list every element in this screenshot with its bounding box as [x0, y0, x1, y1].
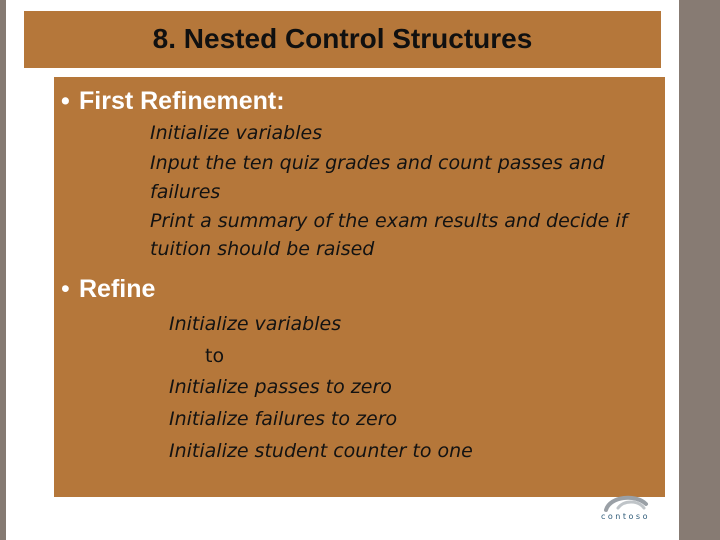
- left-edge-bar: [0, 0, 6, 540]
- bullet-label: Refine: [79, 275, 156, 303]
- refinement-line: Print a summary of the exam results and decide if: [150, 210, 628, 232]
- refinement-line: Input the ten quiz grades and count passes and: [150, 152, 605, 174]
- refine-line: Initialize student counter to one: [169, 440, 473, 462]
- refinement-line: failures: [150, 181, 221, 203]
- swirl-logo-icon: [596, 494, 658, 528]
- right-side-strip: [679, 0, 720, 540]
- refine-line: Initialize variables: [169, 313, 342, 335]
- refinement-line: Initialize variables: [150, 122, 323, 144]
- refine-line: Initialize failures to zero: [169, 408, 398, 430]
- title-band: [24, 11, 661, 68]
- bullet-marker: •: [61, 87, 70, 115]
- content-panel: [54, 77, 665, 497]
- bullet-label: First Refinement:: [79, 87, 285, 115]
- slide-title: 8. Nested Control Structures: [152, 22, 533, 54]
- refinement-line: tuition should be raised: [150, 238, 375, 260]
- bullet-marker: •: [61, 275, 70, 303]
- refine-line: to: [205, 345, 225, 367]
- bullet-first-refinement: [61, 86, 285, 116]
- bullet-refine: [61, 274, 155, 304]
- logo-wordmark: contoso: [601, 512, 650, 521]
- refine-line: Initialize passes to zero: [169, 376, 392, 398]
